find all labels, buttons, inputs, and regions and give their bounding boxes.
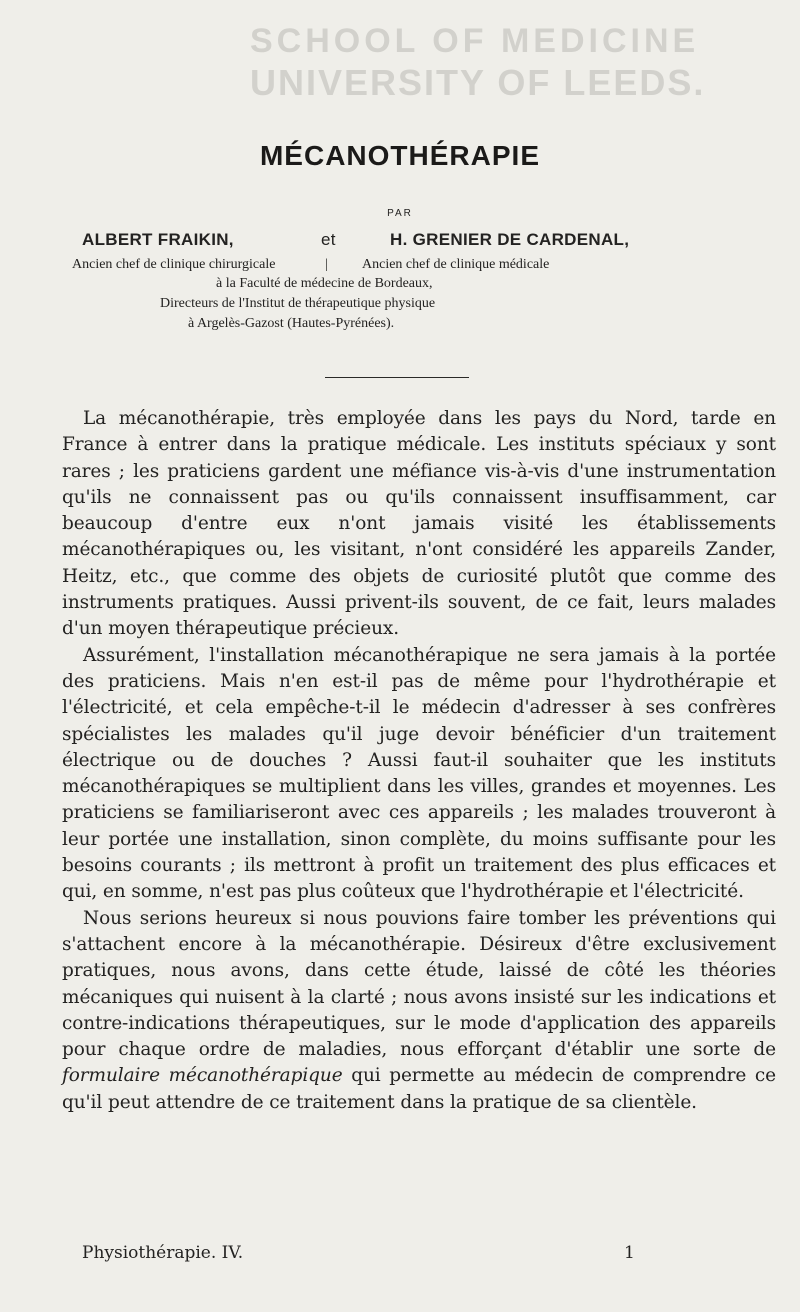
paragraph-3 <box>62 906 776 1116</box>
paragraph-3-end: qui permette au médecin de comprendre ce qu'il peut attendre de ce traitement dans la pratique de sa clientèle. <box>62 1065 776 1113</box>
affiliation-separator: | <box>325 257 328 272</box>
author-second: H. GRENIER DE CARDENAL, <box>390 230 630 249</box>
page-number: 1 <box>624 1243 635 1263</box>
paragraph-2: Assurément, l'installation mécanothérapique ne sera jamais à la portée des praticiens. Mais n'en est-il pas de même pour l'hydrothérapie et l'électricité, et cela empêche-t-il le médecin d'adresser à ses confrères spécialistes les malades qu'il juge devoir bénéficier d'un traitement électrique ou de douches ? Aussi faut-il souhaiter que les instituts mécanothérapiques se multiplient dans les villes, grandes et moyennes. Les praticiens se familiariseront avec ces appareils ; les malades trouveront à leur portée une installation, sinon complète, du moins suffisante pour les besoins courants ; ils mettront à profit un traitement des plus efficaces et qui, en somme, n'est pas plus coûteux que l'hydrothérapie et l'électricité. <box>62 644 776 903</box>
affiliation-second: Ancien chef de clinique médicale <box>362 257 550 272</box>
byline-par: PAR <box>387 208 413 219</box>
affiliation-first: Ancien chef de clinique chirurgicale <box>72 257 276 272</box>
affiliation-faculty: à la Faculté de médecine de Bordeaux, <box>216 276 433 291</box>
affiliations-row <box>70 255 760 275</box>
paragraph-1: La mécanothérapie, très employée dans les pays du Nord, tarde en France à entrer dans la pratique médicale. Les instituts spéciaux y sont rares ; les praticiens gardent une méfiance vis-à-vis d'une instrumentation qu'ils ne connaissent pas ou qu'ils connaissent insuffisamment, car beaucoup d'entre eux n'ont jamais visité les établissements mécanothérapiques ou, les visitant, n'ont considéré les appareils Zander, Heitz, etc., que comme des objets de curiosité plutôt que comme des instruments pratiques. Aussi privent-ils souvent, de ce fait, leurs malades d'un moyen thérapeutique précieux. <box>62 408 776 640</box>
affiliation-location: à Argelès-Gazost (Hautes-Pyrénées). <box>188 316 395 331</box>
affiliation-institute: Directeurs de l'Institut de thérapeutique physique <box>160 296 436 311</box>
author-conjunction: et <box>321 230 336 249</box>
stamp-line-2: UNIVERSITY OF LEEDS. <box>250 62 706 103</box>
footer-signature: Physiothérapie. IV. <box>82 1243 244 1263</box>
paragraph-3-start: Nous serions heureux si nous pouvions faire tomber les préventions qui s'attachent encore à la mécanothérapie. Désireux d'être exclusivement pratiques, nous avons, dans cette étude, laissé de côté les théories mécaniques qui nuisent à la clarté ; nous avons insisté sur les indications et contre-indications thérapeutiques, sur le mode d'application des appareils pour chaque ordre de maladies, nous efforçant d'établir une sorte de <box>62 907 776 1061</box>
page-title: MÉCANOTHÉRAPIE <box>259 140 540 171</box>
divider-rule <box>325 377 469 378</box>
author-first: ALBERT FRAIKIN, <box>82 230 234 249</box>
paragraph-3-italic: formulaire mécanothérapique <box>62 1065 343 1087</box>
body-text <box>62 406 776 1116</box>
stamp-line-1: SCHOOL OF MEDICINE <box>250 22 700 60</box>
